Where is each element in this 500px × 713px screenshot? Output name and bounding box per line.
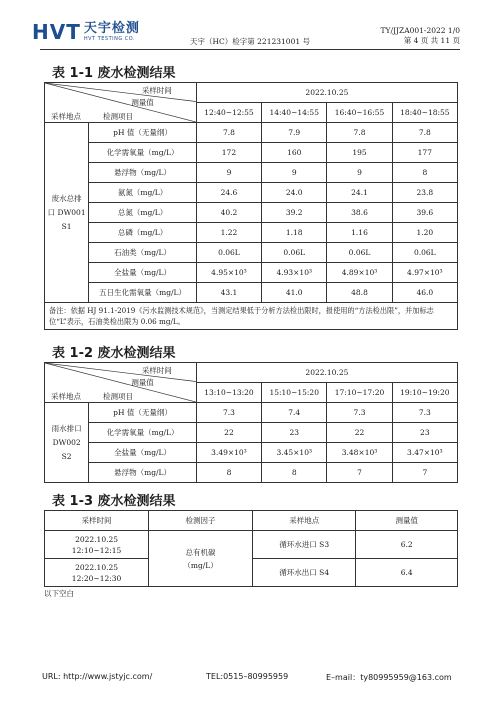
measured-value: 1.22 xyxy=(196,223,261,243)
time-slot: 14:40~14:55 xyxy=(262,103,327,123)
time-slot: 18:40~18:55 xyxy=(392,103,457,123)
measured-value: 22 xyxy=(196,423,261,443)
measured-value: 8 xyxy=(196,463,261,483)
table1-title: 表 1-1 废水检测结果 xyxy=(52,66,176,81)
sample-date: 2022.10.25 xyxy=(75,562,119,572)
measured-value: 7.3 xyxy=(327,403,392,423)
doc-code: TY/JJZA001-2022 1/0 xyxy=(380,26,460,35)
sample-date: 2022.10.25 xyxy=(75,534,119,544)
table1 xyxy=(44,82,458,330)
footer-email[interactable]: E–mail：ty80995959@163.com xyxy=(326,673,452,682)
diag-time-label: 采样时间 xyxy=(141,366,172,375)
footer-url[interactable]: URL: http://www.jstyjc.com/ xyxy=(42,672,153,681)
measured-value: 7.4 xyxy=(262,403,327,423)
table3-time-cell xyxy=(45,531,149,559)
measured-value: 7.3 xyxy=(392,403,457,423)
measured-value: 1.16 xyxy=(327,223,392,243)
time-slot: 15:10~15:20 xyxy=(262,383,327,403)
test-item: 化学需氧量（mg/L） xyxy=(89,423,197,443)
table3-header-site: 采样地点 xyxy=(252,511,355,531)
measured-value: 41.0 xyxy=(262,283,327,303)
test-item: 全盐量（mg/L） xyxy=(89,443,197,463)
table-row xyxy=(45,203,458,223)
factor-name: 总有机碳 xyxy=(185,547,216,557)
measured-value: 8 xyxy=(262,463,327,483)
footer-tel: TEL:0515–80995959 xyxy=(206,672,289,681)
table3-time-cell xyxy=(45,559,149,587)
table3-header-factor: 检测因子 xyxy=(149,511,253,531)
table-row xyxy=(45,303,458,330)
table-row xyxy=(45,223,458,243)
measured-value: 39.6 xyxy=(392,203,457,223)
measured-value: 24.6 xyxy=(196,183,261,203)
table-row xyxy=(45,443,458,463)
time-slot: 17:10~17:20 xyxy=(327,383,392,403)
measured-value: 7 xyxy=(327,463,392,483)
time-slot: 19:10~19:20 xyxy=(392,383,457,403)
measured-value: 8 xyxy=(392,163,457,183)
table3-site-cell: 循环水出口 S4 xyxy=(252,559,355,587)
measured-value: 24.0 xyxy=(262,183,327,203)
measured-value: 7.9 xyxy=(262,123,327,143)
diag-item-label: 检测项目 xyxy=(103,392,133,401)
test-item: 悬浮物（mg/L） xyxy=(89,163,197,183)
test-item: 五日生化需氧量（mg/L） xyxy=(89,283,197,303)
measured-value: 160 xyxy=(262,143,327,163)
diag-site-label: 采样地点 xyxy=(51,112,81,121)
factor-unit: （mg/L） xyxy=(183,560,218,570)
table3-value-cell: 6.4 xyxy=(356,559,458,587)
table-row xyxy=(45,531,458,559)
sample-site-line: 口 DW001 xyxy=(47,207,86,217)
page-number: 第 4 页 共 11 页 xyxy=(403,36,460,45)
time-slot: 16:40~16:55 xyxy=(327,103,392,123)
measured-value: 7.8 xyxy=(327,123,392,143)
table-row xyxy=(45,163,458,183)
measured-value: 22 xyxy=(327,423,392,443)
measured-value: 23.8 xyxy=(392,183,457,203)
measured-value: 23 xyxy=(392,423,457,443)
table1-note: 备注：依据 HJ 91.1-2019《污水监测技术规范》，当测定结果低于分析方法检出限时，报使用的“方法检出限”，并加标志位“L”表示，石油类检出限为 0.06 mg/L。 xyxy=(45,303,458,330)
measured-value: 0.06L xyxy=(392,243,457,263)
test-item: pH 值（无量纲） xyxy=(89,403,197,423)
table-row xyxy=(45,423,458,443)
sample-site-line: DW002 xyxy=(52,437,81,447)
table2 xyxy=(44,362,458,483)
measured-value: 177 xyxy=(392,143,457,163)
blank-below-note: 以下空白 xyxy=(44,589,74,598)
time-slot: 12:40~12:55 xyxy=(196,103,261,123)
diag-item-label: 检测项目 xyxy=(103,112,133,121)
test-item: 全盐量（mg/L） xyxy=(89,263,197,283)
table-row xyxy=(45,403,458,423)
table2-title: 表 1-2 废水检测结果 xyxy=(52,346,176,361)
measured-value: 4.95×10³ xyxy=(196,263,261,283)
sample-site-line: S2 xyxy=(61,451,72,461)
diag-value-label: 测量值 xyxy=(131,98,154,107)
table2-diagonal-header xyxy=(45,363,197,403)
test-item: 悬浮物（mg/L） xyxy=(89,463,197,483)
measured-value: 48.8 xyxy=(327,283,392,303)
table-row xyxy=(45,143,458,163)
table3-title: 表 1-3 废水检测结果 xyxy=(52,494,176,509)
diag-value-label: 测量值 xyxy=(131,378,154,387)
table1-date: 2022.10.25 xyxy=(196,83,457,103)
measured-value: 7 xyxy=(392,463,457,483)
sample-site-cell xyxy=(45,403,89,483)
measured-value: 0.06L xyxy=(327,243,392,263)
test-item: 总氮（mg/L） xyxy=(89,203,197,223)
table1-diagonal-header xyxy=(45,83,197,123)
measured-value: 3.49×10³ xyxy=(196,443,261,463)
measured-value: 172 xyxy=(196,143,261,163)
logo-hvt-text: HVT xyxy=(32,20,81,44)
test-item: 总磷（mg/L） xyxy=(89,223,197,243)
measured-value: 0.06L xyxy=(262,243,327,263)
measured-value: 9 xyxy=(327,163,392,183)
test-item: pH 值（无量纲） xyxy=(89,123,197,143)
table2-date: 2022.10.25 xyxy=(196,363,457,383)
header-right xyxy=(380,26,460,46)
table3-value-cell: 6.2 xyxy=(356,531,458,559)
sample-site-line: 废水总排 xyxy=(51,193,82,203)
sample-site-cell xyxy=(45,123,89,303)
test-item: 化学需氧量（mg/L） xyxy=(89,143,197,163)
table-row xyxy=(45,283,458,303)
table-row xyxy=(45,243,458,263)
company-logo xyxy=(32,22,140,42)
measured-value: 9 xyxy=(262,163,327,183)
measured-value: 4.89×10³ xyxy=(327,263,392,283)
table3 xyxy=(44,510,458,587)
table-row xyxy=(45,123,458,143)
measured-value: 0.06L xyxy=(196,243,261,263)
table-row xyxy=(45,463,458,483)
time-slot: 13:10~13:20 xyxy=(196,383,261,403)
logo-cn-text: 天宇检测 xyxy=(83,21,140,36)
measured-value: 4.93×10³ xyxy=(262,263,327,283)
sample-site-line: 雨水排口 xyxy=(51,423,82,433)
measured-value: 195 xyxy=(327,143,392,163)
table-row xyxy=(45,263,458,283)
measured-value: 39.2 xyxy=(262,203,327,223)
table-row xyxy=(45,183,458,203)
report-number: 天宇（HC）检字第 221231001 号 xyxy=(190,37,310,46)
diag-site-label: 采样地点 xyxy=(51,392,81,401)
measured-value: 7.8 xyxy=(196,123,261,143)
table3-header-time: 采样时间 xyxy=(45,511,149,531)
measured-value: 9 xyxy=(196,163,261,183)
diag-time-label: 采样时间 xyxy=(141,86,172,95)
measured-value: 7.3 xyxy=(196,403,261,423)
measured-value: 7.8 xyxy=(392,123,457,143)
header-divider xyxy=(40,49,460,50)
measured-value: 46.0 xyxy=(392,283,457,303)
measured-value: 24.1 xyxy=(327,183,392,203)
sample-time: 12:20~12:30 xyxy=(71,573,122,583)
sample-time: 12:10~12:15 xyxy=(71,545,122,555)
test-item: 石油类（mg/L） xyxy=(89,243,197,263)
measured-value: 38.6 xyxy=(327,203,392,223)
measured-value: 40.2 xyxy=(196,203,261,223)
table3-factor-cell xyxy=(149,531,253,587)
measured-value: 1.18 xyxy=(262,223,327,243)
measured-value: 23 xyxy=(262,423,327,443)
table3-site-cell: 循环水进口 S3 xyxy=(252,531,355,559)
table3-header-value: 测量值 xyxy=(356,511,458,531)
measured-value: 1.20 xyxy=(392,223,457,243)
measured-value: 3.48×10³ xyxy=(327,443,392,463)
logo-en-text: HVT TESTING CO. xyxy=(83,36,136,42)
measured-value: 4.97×10³ xyxy=(392,263,457,283)
test-item: 氨氮（mg/L） xyxy=(89,183,197,203)
measured-value: 43.1 xyxy=(196,283,261,303)
measured-value: 3.47×10³ xyxy=(392,443,457,463)
measured-value: 3.45×10³ xyxy=(262,443,327,463)
sample-site-line: S1 xyxy=(61,221,72,231)
